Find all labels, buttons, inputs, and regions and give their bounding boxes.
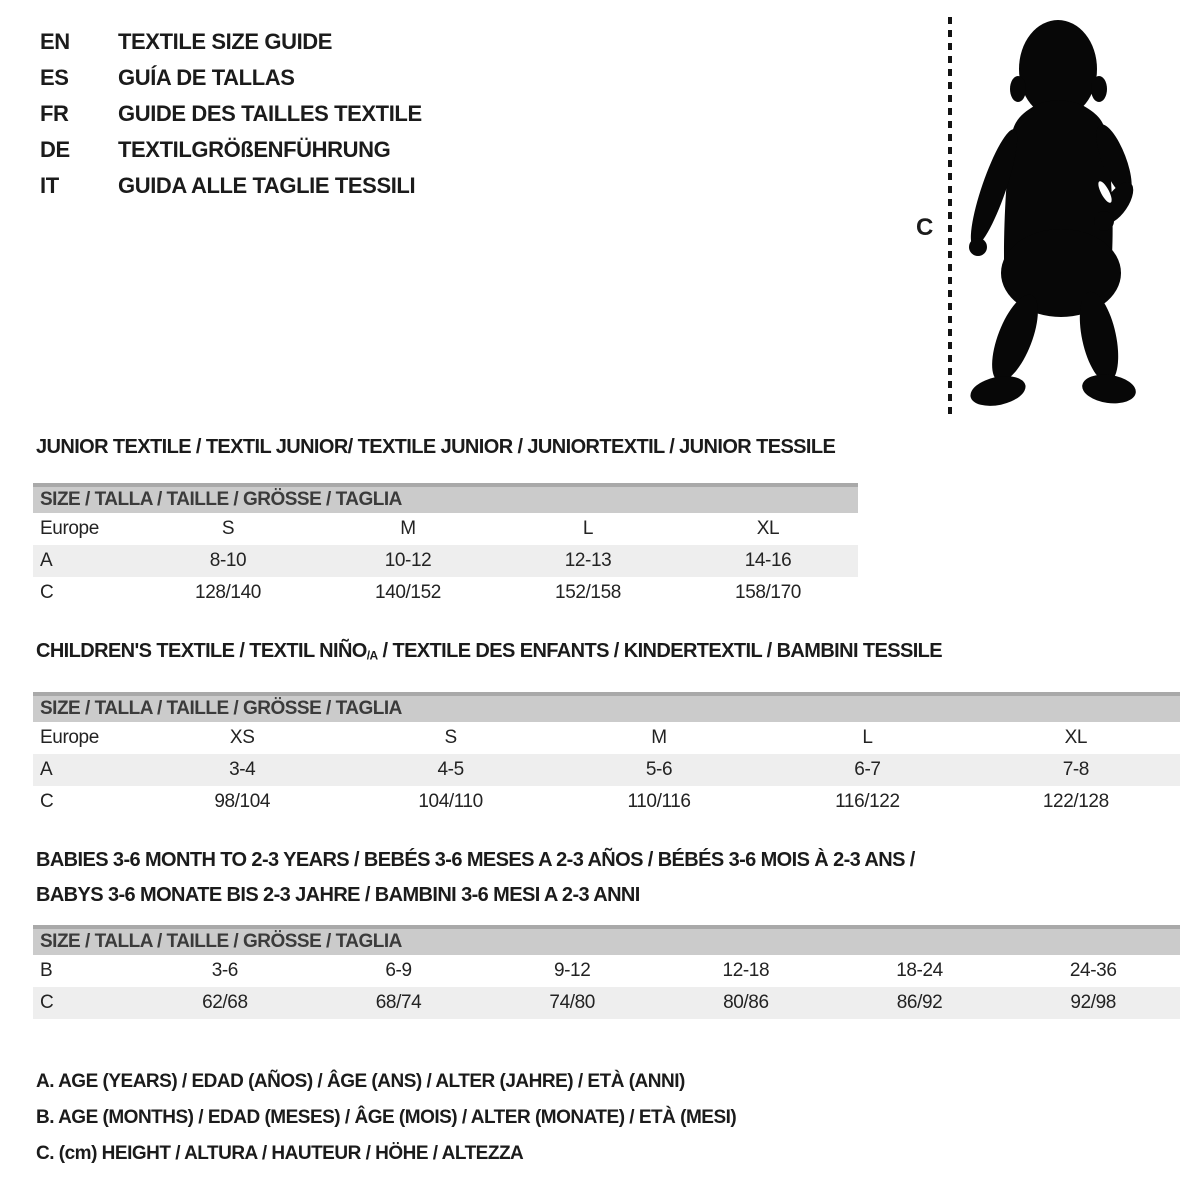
row-cell: 18-24: [896, 960, 943, 981]
row-cell: 3-6: [211, 960, 238, 981]
language-row: [40, 96, 422, 132]
legend-line-c: C. (cm) HEIGHT / ALTURA / HAUTEUR / HÖHE / ALTEZZA: [36, 1143, 524, 1164]
row-cell: 92/98: [1070, 992, 1116, 1013]
row-cell: 9-12: [553, 960, 591, 981]
row-cell: 68/74: [375, 992, 422, 1013]
row-cell: XL: [756, 518, 780, 539]
row-cell: 74/80: [549, 992, 595, 1013]
language-code: ES: [40, 65, 69, 90]
row-cell: 5-6: [645, 759, 673, 780]
row-cell: 10-12: [384, 550, 432, 571]
language-title-list: [40, 24, 422, 204]
row-cell: 62/68: [202, 992, 248, 1013]
section-title-children: [36, 634, 942, 674]
row-label: C: [40, 992, 54, 1013]
height-measure-dashed-line: [948, 17, 952, 414]
row-cell: 158/170: [735, 582, 801, 603]
row-cell: 152/158: [555, 582, 621, 603]
row-cell: 7-8: [1062, 759, 1089, 780]
row-cell: 14-16: [744, 550, 792, 571]
row-cell: 116/122: [835, 791, 900, 812]
row-cell: 3-4: [229, 759, 256, 780]
language-title: GUÍA DE TALLAS: [118, 65, 295, 90]
row-cell: 80/86: [723, 992, 769, 1013]
row-cell: 122/128: [1042, 791, 1109, 812]
row-cell: 6-7: [854, 759, 881, 780]
row-label: A: [40, 759, 53, 780]
language-title: GUIDE DES TAILLES TEXTILE: [118, 101, 422, 126]
language-code: DE: [40, 137, 70, 162]
section-title-babies-line1: BABIES 3-6 MONTH TO 2-3 YEARS / BEBÉS 3-6 MESES A 2-3 AÑOS / BÉBÉS 3-6 MOIS À 2-3 ANS /: [36, 849, 915, 871]
size-table-header: SIZE / TALLA / TAILLE / GRÖSSE / TAGLIA: [33, 483, 858, 513]
row-cell: XS: [229, 727, 255, 748]
language-title: TEXTILE SIZE GUIDE: [118, 29, 333, 54]
row-cell: 98/104: [214, 791, 271, 812]
row-cell: 6-9: [385, 960, 412, 981]
row-label: B: [40, 960, 53, 981]
children-size-table: [33, 692, 1180, 818]
row-cell: 104/110: [418, 791, 483, 812]
section-title-babies-line2: BABYS 3-6 MONATE BIS 2-3 JAHRE / BAMBINI 3-6 MESI A 2-3 ANNI: [36, 884, 640, 906]
row-cell: 140/152: [375, 582, 441, 603]
measurement-legend: [36, 1064, 736, 1172]
table-row: [33, 545, 858, 577]
junior-size-table: [33, 483, 858, 609]
table-row: [33, 513, 858, 545]
legend-line-a: A. AGE (YEARS) / EDAD (AÑOS) / ÂGE (ANS) / ALTER (JAHRE) / ETÀ (ANNI): [36, 1071, 685, 1092]
table-row: [33, 786, 1180, 818]
row-label: Europe: [40, 727, 99, 748]
section-title-junior: JUNIOR TEXTILE / TEXTIL JUNIOR/ TEXTILE JUNIOR / JUNIORTEXTIL / JUNIOR TESSILE: [36, 436, 836, 458]
size-table-header: SIZE / TALLA / TAILLE / GRÖSSE / TAGLIA: [33, 692, 1180, 722]
language-title: TEXTILGRÖßENFÜHRUNG: [118, 137, 391, 162]
legend-line-b: B. AGE (MONTHS) / EDAD (MESES) / ÂGE (MOIS) / ALTER (MONATE) / ETÀ (MESI): [36, 1107, 737, 1128]
row-cell: 8-10: [209, 550, 247, 571]
table-row: [33, 987, 1180, 1019]
table-row: [33, 577, 858, 609]
table-row: [33, 722, 1180, 754]
language-row: [40, 168, 422, 204]
size-table-header: SIZE / TALLA / TAILLE / GRÖSSE / TAGLIA: [33, 925, 1180, 955]
section-title-children-suffix: / TEXTILE DES ENFANTS / KINDERTEXTIL / BAMBINI TESSILE: [377, 640, 943, 662]
row-cell: L: [862, 727, 873, 748]
language-code: IT: [40, 173, 59, 198]
language-row: [40, 132, 422, 168]
language-title: GUIDA ALLE TAGLIE TESSILI: [118, 173, 416, 198]
row-label: C: [40, 582, 54, 603]
language-code: EN: [40, 29, 70, 54]
toddler-silhouette-icon: [958, 14, 1158, 416]
row-cell: M: [400, 518, 416, 539]
table-row: [33, 754, 1180, 786]
language-row: [40, 24, 422, 60]
row-cell: S: [221, 518, 235, 539]
row-cell: 86/92: [896, 992, 943, 1013]
babies-size-table: [33, 925, 1180, 1019]
row-label: Europe: [40, 518, 99, 539]
section-title-children-prefix: CHILDREN'S TEXTILE / TEXTIL NIÑO: [36, 640, 367, 662]
row-cell: L: [582, 518, 594, 539]
row-cell: M: [651, 727, 667, 748]
section-title-babies: [36, 843, 915, 913]
row-cell: S: [444, 727, 457, 748]
height-measure-label: C: [916, 214, 934, 241]
language-code: FR: [40, 101, 69, 126]
row-cell: 12-18: [722, 960, 770, 981]
row-cell: 12-13: [564, 550, 612, 571]
section-title-children-sub: /A: [366, 648, 378, 663]
row-cell: XL: [1064, 727, 1088, 748]
table-row: [33, 955, 1180, 987]
row-cell: 110/116: [627, 791, 691, 812]
language-row: [40, 60, 422, 96]
row-label: C: [40, 791, 54, 812]
row-cell: 4-5: [437, 759, 464, 780]
row-label: A: [40, 550, 53, 571]
row-cell: 128/140: [195, 582, 261, 603]
row-cell: 24-36: [1069, 960, 1117, 981]
